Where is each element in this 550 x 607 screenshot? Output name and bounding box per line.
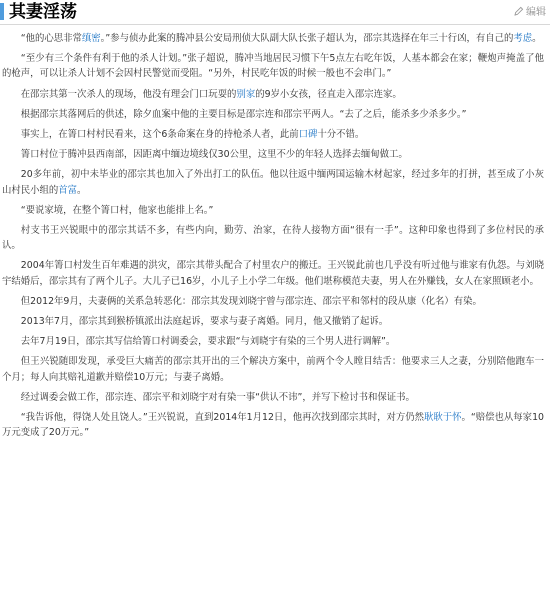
article-paragraph: 在邵宗其第一次杀人的现场，他没有理会门口玩耍的别家的9岁小女孩，径直走入邵宗连家。 xyxy=(20,88,402,100)
edit-button[interactable] xyxy=(514,6,546,19)
article-paragraph: “我告诉他，得饶人处且饶人。”王兴锐说，直到2014年1月12日，他再次找到邵宗其时，对方仍然耿耿于怀。“赔偿也从每家10万元变成了20万元。” xyxy=(2,412,544,439)
article-paragraph: 根据邵宗其落网后的供述，除夕血案中他的主要目标是邵宗连和邵宗平两人。“去了之后，能杀多少杀多少。” xyxy=(20,108,467,120)
edit-label: 编辑 xyxy=(526,7,546,18)
section-accent-bar xyxy=(0,3,4,20)
article-paragraph: 事实上，在箐口村村民看来，这个6条命案在身的持枪杀人者，此前口碑十分不错。 xyxy=(20,129,365,141)
inline-link[interactable]: 口碑 xyxy=(298,129,318,141)
article-paragraph: 经过调委会做工作，邵宗连、邵宗平和刘晓宇对有染一事“供认不讳”，并写下检讨书和保证书。 xyxy=(20,391,415,403)
article-paragraph: 20多年前，初中未毕业的邵宗其也加入了外出打工的队伍。他以往返中缅两国运输木材起家，经过多年的打拼，甚至成了小灰山村民小组的首富。 xyxy=(2,169,544,196)
inline-link[interactable]: 缜密 xyxy=(81,33,101,44)
article-paragraph: 去年7月19日，邵宗其写信给箐口村调委会，要求跟“与刘晓宇有染的三个男人进行调解”。 xyxy=(20,336,396,348)
pencil-icon xyxy=(514,6,524,16)
article-paragraph: “至少有三个条件有利于他的杀人计划。”张子超说，腾冲当地居民习惯下午5点左右吃年饭，人基本都会在家；鞭炮声掩盖了他的枪声，可以让杀人计划不会因村民警觉而受阻。“另外，村民吃年饭的时候一般也不会串门。” xyxy=(2,53,544,80)
article-body xyxy=(0,31,550,440)
article-paragraph: 2013年7月，邵宗其到猴桥镇派出法庭起诉，要求与妻子离婚。同月，他又撤销了起诉。 xyxy=(20,316,389,328)
section-title: 其妻淫荡 xyxy=(9,2,77,22)
article-paragraph: 但王兴锐随即发现，承受巨大痛苦的邵宗其开出的三个解决方案中，前两个令人瞠目结舌：他要求三人之妻，分别陪他跑车一个月；每人向其赔礼道歉并赔偿10万元；与妻子离婚。 xyxy=(2,356,544,383)
section-header xyxy=(0,0,550,25)
article-paragraph: “他的心思非常缜密。”参与侦办此案的腾冲县公安局刑侦大队副大队长张子超认为，邵宗其选择在年三十行凶，有自己的考虑。 xyxy=(20,33,542,44)
inline-link[interactable]: 别家 xyxy=(236,88,256,100)
article-paragraph: 村支书王兴锐眼中的邵宗其话不多，有些内向，勤劳、治家，在待人接物方面“很有一手”。这种印象也得到了多位村民的承认。 xyxy=(2,225,544,252)
article-paragraph: 但2012年9月，夫妻俩的关系急转恶化：邵宗其发现刘晓宇曾与邵宗连、邵宗平和邻村的段从康（化名）有染。 xyxy=(20,295,482,307)
inline-link[interactable]: 耿耿于怀 xyxy=(424,412,462,424)
article-paragraph: 2004年箐口村发生百年难遇的洪灾，邵宗其带头配合了村里农户的搬迁。王兴锐此前也几乎没有听过他与谁家有仇怨。与刘晓宇结婚后，邵宗其有了两个儿子。大儿子已16岁，小儿子上小学二年级。他们堪称模范夫妻，男人在外赚钱，女人在家照顾老小。 xyxy=(2,260,544,287)
inline-link[interactable]: 首富 xyxy=(58,184,78,196)
article-paragraph: 箐口村位于腾冲县西南部，因距离中缅边境线仅30公里，这里不少的年轻人选择去缅甸做工。 xyxy=(20,149,408,161)
article-paragraph: “要说家境，在整个箐口村，他家也能排上名。” xyxy=(20,204,214,216)
inline-link[interactable]: 考虑 xyxy=(513,33,533,44)
